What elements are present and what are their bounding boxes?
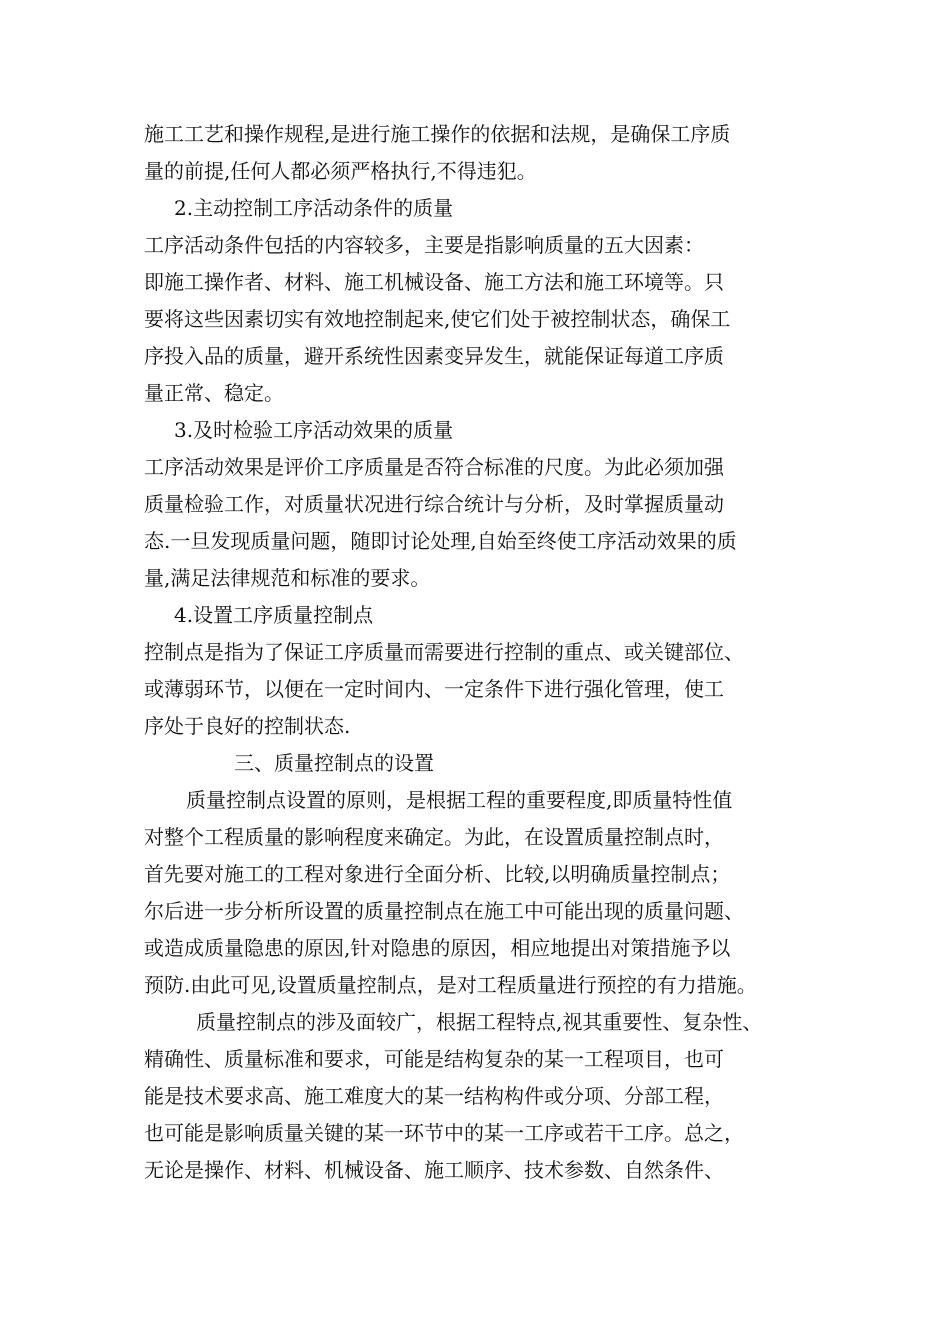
section-heading: 3.及时检验工序活动效果的质量: [174, 418, 454, 442]
paragraph-line: 施工工艺和操作规程,是进行施工操作的依据和法规，是确保工序质: [144, 122, 731, 146]
paragraph-line: 工序活动效果是评价工序质量是否符合标准的尺度。为此必须加强: [144, 455, 724, 479]
paragraph-line: 或造成质量隐患的原因,针对隐患的原因，相应地提出对策措施予以: [144, 936, 731, 960]
paragraph-line: 精确性、质量标准和要求，可能是结构复杂的某一工程项目，也可: [144, 1047, 724, 1071]
paragraph-line: 或薄弱环节，以便在一定时间内、一定条件下进行强化管理，使工: [144, 677, 724, 701]
paragraph-line: 无论是操作、材料、机械设备、施工顺序、技术参数、自然条件、: [144, 1158, 724, 1182]
paragraph-line: 首先要对施工的工程对象进行全面分析、比较,以明确质量控制点；: [144, 862, 731, 886]
section-heading: 2.主动控制工序活动条件的质量: [174, 196, 454, 220]
paragraph-line: 量,满足法律规范和标准的要求。: [144, 566, 431, 590]
paragraph-line: 序投入品的质量，避开系统性因素变异发生，就能保证每道工序质: [144, 344, 724, 368]
paragraph-line: 尔后进一步分析所设置的质量控制点在施工中可能出现的质量问题、: [144, 899, 744, 923]
paragraph-line: 态.一旦发现质量问题，随即讨论处理,自始至终使工序活动效果的质: [144, 529, 737, 553]
paragraph-line: 控制点是指为了保证工序质量而需要进行控制的重点、或关键部位、: [144, 640, 744, 664]
paragraph-line: 也可能是影响质量关键的某一环节中的某一工序或若干工序。总之，: [144, 1121, 744, 1145]
paragraph-line: 即施工操作者、材料、施工机械设备、施工方法和施工环境等。只: [144, 270, 724, 294]
paragraph-line: 量正常、稳定。: [144, 381, 284, 405]
paragraph-line: 质量检验工作，对质量状况进行综合统计与分析，及时掌握质量动: [144, 492, 724, 516]
document-body: [144, 116, 824, 1189]
section-heading: 4.设置工序质量控制点: [174, 603, 374, 627]
paragraph-line: 能是技术要求高、施工难度大的某一结构构件或分项、分部工程，: [144, 1084, 724, 1108]
paragraph-line: 工序活动条件包括的内容较多，主要是指影响质量的五大因素：: [144, 233, 704, 257]
paragraph-line: 量的前提,任何人都必须严格执行,不得违犯。: [144, 159, 537, 183]
paragraph-line: 质量控制点设置的原则，是根据工程的重要程度,即质量特性值: [186, 788, 733, 812]
paragraph-line: 对整个工程质量的影响程度来确定。为此，在设置质量控制点时，: [144, 825, 724, 849]
chapter-heading: 三、质量控制点的设置: [234, 751, 434, 775]
paragraph-line: 预防.由此可见,设置质量控制点，是对工程质量进行预控的有力措施。: [144, 973, 757, 997]
paragraph-line: 质量控制点的涉及面较广，根据工程特点,视其重要性、复杂性、: [196, 1010, 763, 1034]
paragraph-line: 序处于良好的控制状态.: [144, 714, 351, 738]
paragraph-line: 要将这些因素切实有效地控制起来,使它们处于被控制状态，确保工: [144, 307, 731, 331]
